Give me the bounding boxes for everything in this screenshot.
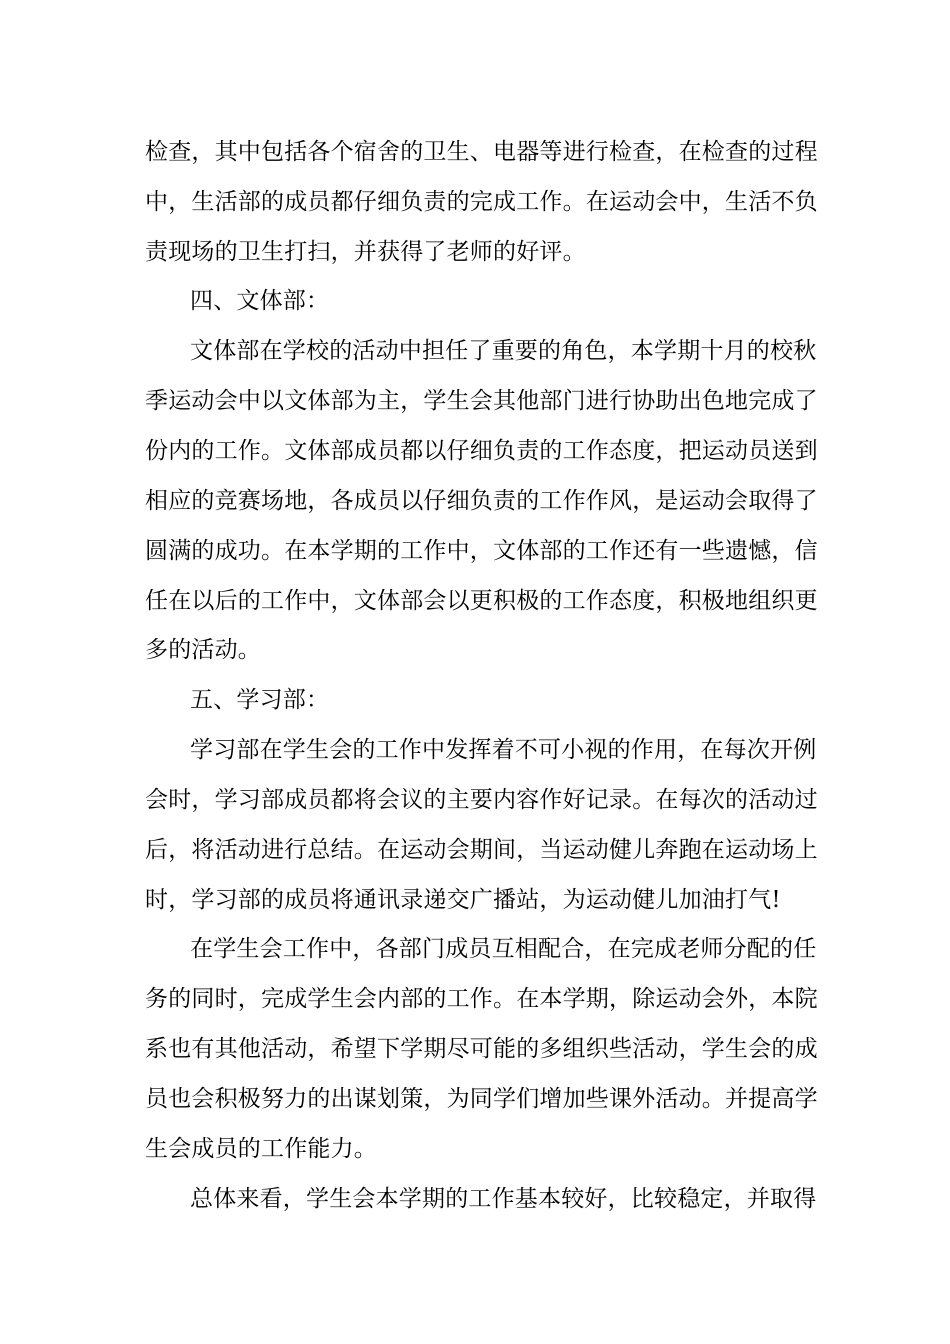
text-line: 后，将活动进行总结。在运动会期间，当运动健儿奔跑在运动场上 (145, 837, 818, 863)
text-line: 检查，其中包括各个宿舍的卫生、电器等进行检查，在检查的过程 (145, 139, 818, 165)
paragraph-first-line: 文体部在学校的活动中担任了重要的角色，本学期十月的校秋 (190, 338, 817, 364)
text-line: 圆满的成功。在本学期的工作中，文体部的工作还有一些遗憾，信 (145, 538, 818, 564)
text-line: 员也会积极努力的出谋划策，为同学们增加些课外活动。并提高学 (145, 1086, 818, 1112)
paragraph-first-line: 学习部在学生会的工作中发挥着不可小视的作用，在每次开例 (190, 737, 817, 763)
text-line: 责现场的卫生打扫，并获得了老师的好评。 (145, 239, 586, 265)
text-line: 生会成员的工作能力。 (145, 1136, 377, 1162)
paragraph-first-line: 在学生会工作中，各部门成员互相配合，在完成老师分配的任 (190, 936, 817, 962)
text-line: 会时，学习部成员都将会议的主要内容作好记录。在每次的活动过 (145, 787, 818, 813)
text-line: 任在以后的工作中，文体部会以更积极的工作态度，积极地组织更 (145, 588, 818, 614)
text-line: 多的活动。 (145, 637, 261, 663)
text-line: 中，生活部的成员都仔细负责的完成工作。在运动会中，生活不负 (145, 189, 818, 215)
paragraph-first-line: 总体来看，学生会本学期的工作基本较好，比较稳定，并取得 (190, 1186, 817, 1212)
section-heading: 四、文体部： (190, 288, 330, 314)
text-line: 务的同时，完成学生会内部的工作。在本学期，除运动会外，本院 (145, 986, 818, 1012)
text-line: 季运动会中以文体部为主，学生会其他部门进行协助出色地完成了 (145, 388, 818, 414)
text-line: 相应的竞赛场地，各成员以仔细负责的工作作风，是运动会取得了 (145, 488, 818, 514)
text-line: 份内的工作。文体部成员都以仔细负责的工作态度，把运动员送到 (145, 438, 818, 464)
section-heading: 五、学习部： (190, 687, 330, 713)
text-line: 时，学习部的成员将通讯录递交广播站，为运动健儿加油打气! (145, 887, 781, 913)
text-line: 系也有其他活动，希望下学期尽可能的多组织些活动，学生会的成 (145, 1036, 818, 1062)
